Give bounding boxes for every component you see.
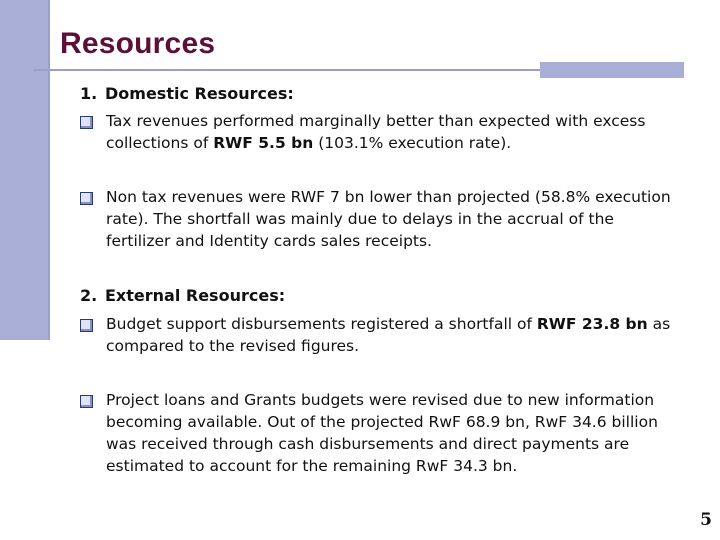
page-number: 5 [700,510,712,530]
bullet-text: Project loans and Grants budgets were revised due to new information becoming available. Out of the projected RwF 68.9 bn, RwF 34.6 billion was received through cash disbursements and direct payments are estimated to account for the remaining RwF 34.3 bn. [106,391,658,475]
section-heading-text: Domestic Resources: [105,84,294,103]
section-number: 1. [80,84,98,103]
section-heading-text: External Resources: [105,286,286,305]
slide-title: Resources [60,27,216,60]
square-bullet-icon [80,192,93,205]
bullet-text: Non tax revenues were RWF 7 bn lower than projected (58.8% execution rate). The shortfall was mainly due to delays in the accrual of the fertilizer and Identity cards sales receipts. [106,188,671,250]
title-accent-block [540,62,684,78]
section-heading-external [80,286,285,305]
section-number: 2. [80,286,98,305]
bullet-tax-revenues [80,110,680,154]
bullet-non-tax-revenues [80,186,680,252]
section-heading-domestic [80,84,294,103]
bullet-project-loans-grants [80,389,680,477]
square-bullet-icon [80,116,93,129]
bullet-budget-support [80,313,680,357]
bullet-text: Tax revenues performed marginally better than expected with excess collections of RWF 5.5 bn (103.1% execution rate). [106,112,646,152]
bullet-text: Budget support disbursements registered a shortfall of RWF 23.8 bn as compared to the revised figures. [106,315,671,355]
square-bullet-icon [80,319,93,332]
side-accent-bar [0,0,50,340]
square-bullet-icon [80,395,93,408]
